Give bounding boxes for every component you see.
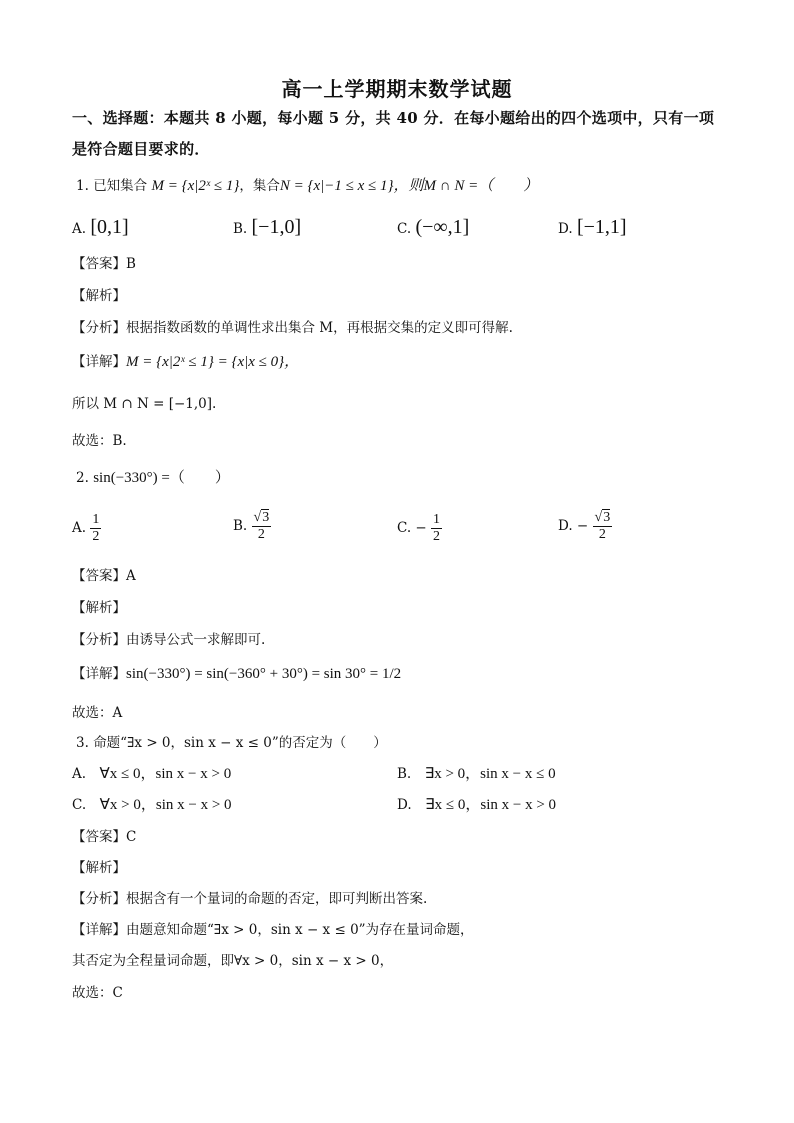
q3-stem: 3. 命题“∃x > 0，sin x − x ≤ 0”的否定为（ ） — [76, 735, 387, 751]
q1-so: 所以 M ∩ N = [−1,0]. — [72, 396, 217, 412]
q1-choice: 故选：B. — [72, 433, 127, 449]
q1-set-m: M = {x|2ˣ ≤ 1} — [151, 178, 240, 194]
q2-option-c: C. − $\frac{1}{2}$ — [397, 512, 441, 544]
q1-set-n: N = {x|−1 ≤ x ≤ 1} — [279, 178, 394, 194]
q1-option-c: C. (−∞,1] — [397, 216, 470, 238]
q1-fenxi: 【分析】根据指数函数的单调性求出集合 M，再根据交集的定义即可得解. — [72, 320, 513, 336]
q1-prefix: 已知集合 — [93, 178, 148, 194]
q2-fenxi: 【分析】由诱导公式一求解即可. — [72, 632, 266, 648]
q3-option-a: A. ∀x ≤ 0，sin x − x > 0 — [72, 766, 232, 782]
q1-answer: 【答案】B — [72, 256, 136, 272]
q2-detail: 【详解】sin(−330°) = sin(−360° + 30°) = sin 30° = 1/2 — [72, 666, 402, 682]
q2-option-a-fraction: $\frac{1}{2}$ — [92, 512, 100, 544]
q3-fenxi: 【分析】根据含有一个量词的命题的否定，即可判断出答案. — [72, 891, 428, 907]
q1-stem — [76, 176, 538, 196]
page-title: 高一上学期期末数学试题 — [281, 77, 513, 101]
q1-option-d: D. [−1,1] — [558, 216, 627, 238]
q2-option-b-fraction: $\frac{√3}{2}$ — [253, 510, 270, 542]
q3-answer: 【答案】C — [72, 829, 137, 845]
q1-option-b: B. [−1,0] — [233, 216, 302, 238]
q1-number: 1. — [76, 178, 89, 194]
q2-option-b: B. $\frac{√3}{2}$ — [233, 510, 270, 542]
q3-option-c: C. ∀x > 0，sin x − x > 0 — [72, 797, 232, 813]
q2-stem: 2. sin(−330°) =（ ） — [76, 470, 230, 486]
q3-option-d: D. ∃x ≤ 0，sin x − x > 0 — [397, 797, 557, 813]
section-heading-line2: 是符合题目要求的． — [72, 140, 210, 158]
q3-option-b: B. ∃x > 0，sin x − x ≤ 0 — [397, 766, 556, 782]
q2-choice: 故选：A — [72, 705, 123, 721]
q3-detail: 【详解】由题意知命题“∃x > 0，sin x − x ≤ 0”为存在量词命题， — [72, 922, 474, 938]
q3-analysis-label: 【解析】 — [72, 860, 126, 876]
q2-option-a: A. $\frac{1}{2}$ — [72, 512, 100, 544]
section-heading-line1: 一、选择题：本题共 8 小题，每小题 5 分，共 40 分．在每小题给出的四个选项中，只有一项 — [72, 109, 715, 127]
q1-mid: ，集合 — [239, 178, 280, 194]
q2-option-d: D. − $\frac{√3}{2}$ — [558, 510, 611, 542]
q2-analysis-label: 【解析】 — [72, 600, 126, 616]
q1-detail: 【详解】M = {x|2ˣ ≤ 1} = {x|x ≤ 0}， — [72, 354, 300, 370]
q3-choice: 故选：C — [72, 985, 123, 1001]
q2-option-c-fraction: $\frac{1}{2}$ — [433, 512, 441, 544]
q2-option-d-fraction: $\frac{√3}{2}$ — [594, 510, 611, 542]
q2-answer: 【答案】A — [72, 568, 136, 584]
q3-detail2: 其否定为全程量词命题，即∀x > 0，sin x − x > 0， — [72, 953, 394, 969]
q1-analysis-label: 【解析】 — [72, 288, 126, 304]
q1-end: ，则M ∩ N =（ ） — [393, 178, 539, 194]
q1-option-a: A. [0,1] — [72, 216, 129, 238]
